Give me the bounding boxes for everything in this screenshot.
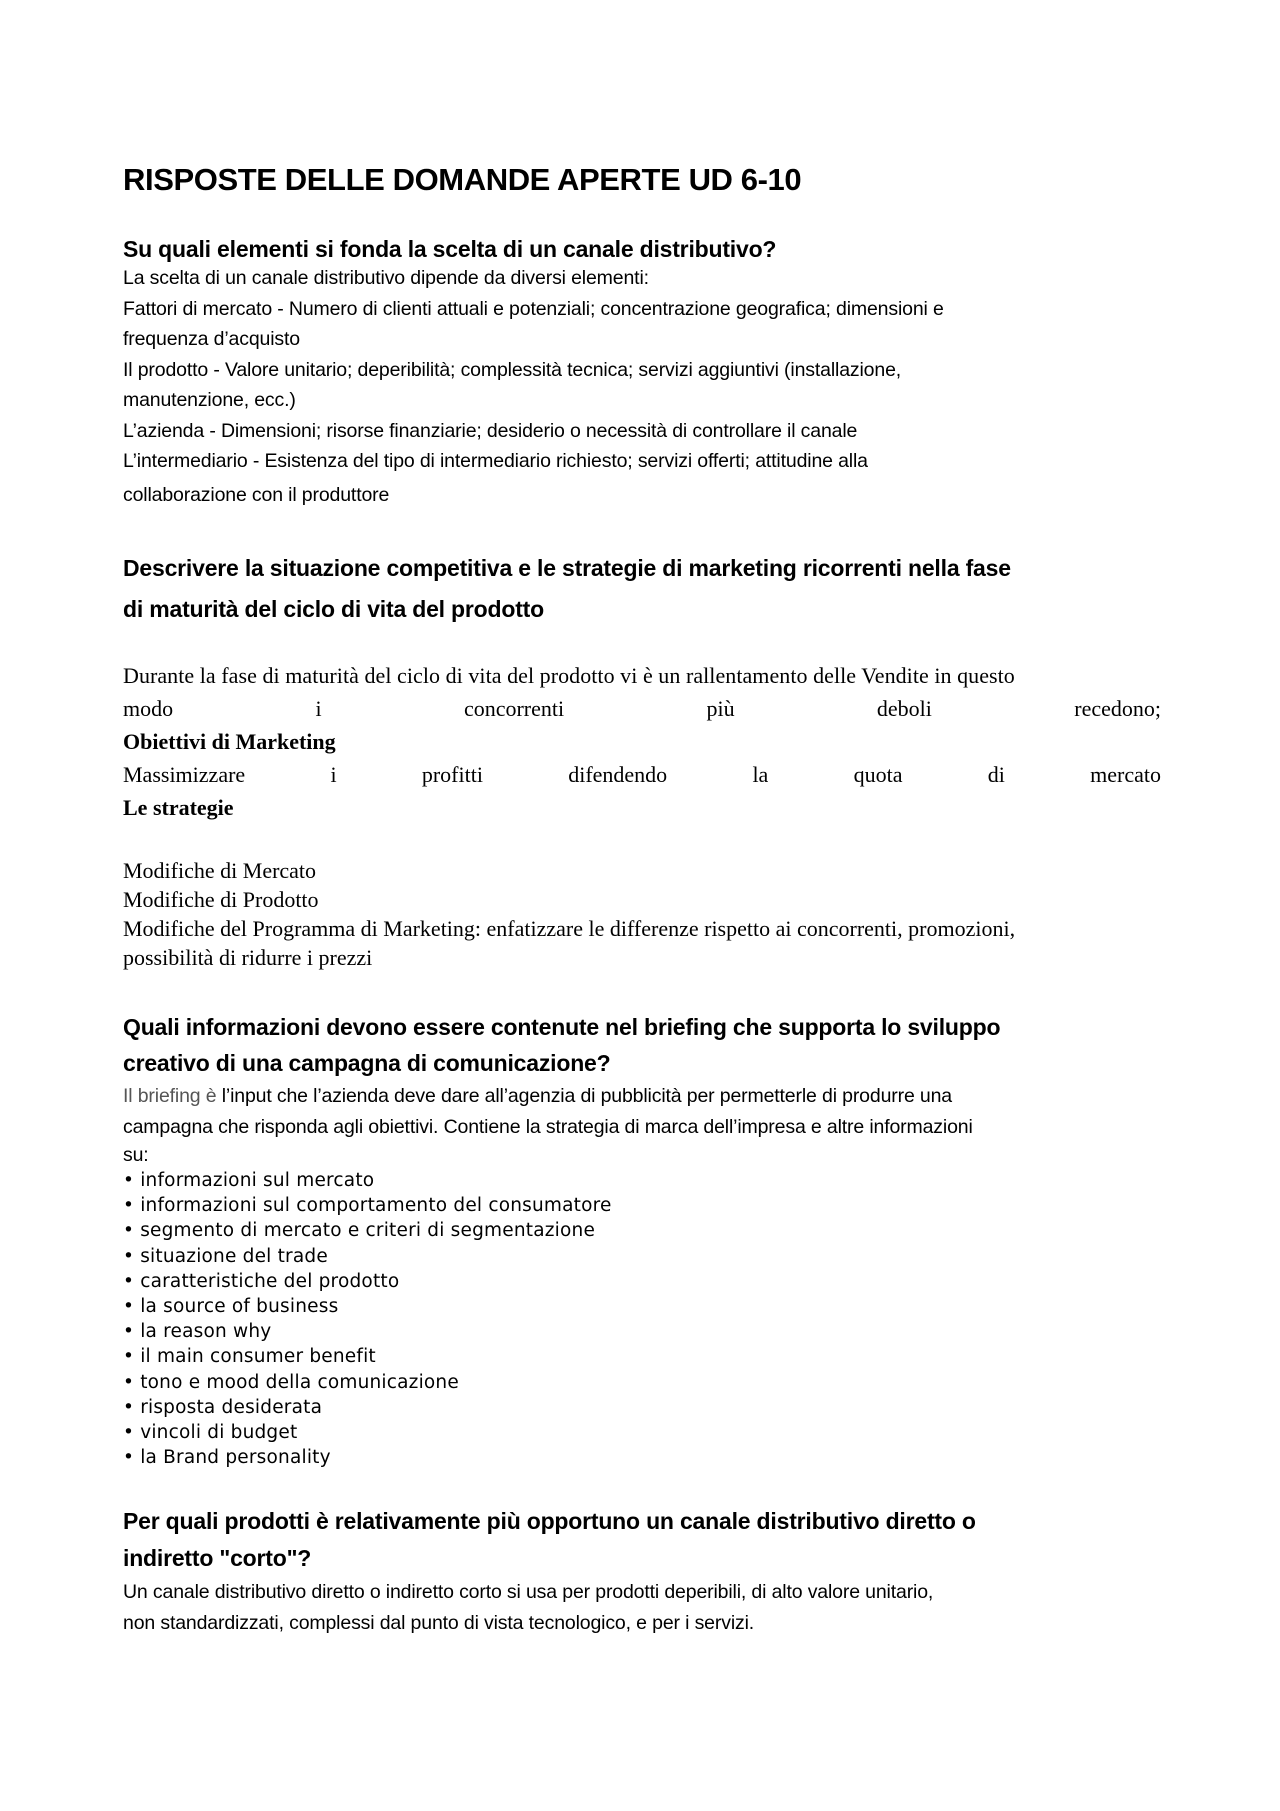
- list-item: • segmento di mercato e criteri di segmentazione: [123, 1220, 596, 1242]
- word: la: [752, 762, 769, 787]
- justified-line: [123, 758, 1161, 791]
- list-item: • la reason why: [123, 1321, 272, 1343]
- text-line: non standardizzati, complessi dal punto di vista tecnologico, e per i servizi.: [123, 1611, 755, 1634]
- section-heading-line: di maturità del ciclo di vita del prodotto: [123, 596, 544, 622]
- strategies-list: [123, 856, 1015, 972]
- word: deboli: [876, 696, 932, 721]
- text-line: L’azienda - Dimensioni; risorse finanziarie; desiderio o necessità di controllare il canale: [123, 419, 858, 442]
- text-line: [123, 659, 1161, 692]
- word: recedono;: [1074, 696, 1161, 721]
- obiettivi-label: Obiettivi di Marketing: [123, 729, 336, 754]
- section-canale-corto: [123, 1503, 976, 1638]
- word: difendendo: [568, 762, 668, 787]
- text-line: su:: [123, 1144, 149, 1166]
- strategy-item: Modifiche del Programma di Marketing: enfatizzare le differenze rispetto ai concorrenti, promozioni,: [123, 916, 1016, 941]
- list-item: • informazioni sul comportamento del consumatore: [123, 1195, 612, 1217]
- list-item: • tono e mood della comunicazione: [123, 1371, 459, 1393]
- strategy-item: possibilità di ridurre i prezzi: [123, 945, 373, 970]
- text-line: Fattori di mercato - Numero di clienti attuali e potenziali; concentrazione geografica; dimensioni e: [123, 297, 944, 320]
- strategy-item: Modifiche di Mercato: [123, 858, 317, 883]
- text-line: campagna che risponda agli obiettivi. Contiene la strategia di marca dell’impresa e altre informazioni: [123, 1115, 973, 1138]
- section-body: [123, 263, 944, 513]
- word: profitti: [421, 762, 483, 787]
- list-item: • vincoli di budget: [123, 1422, 298, 1444]
- word: quota: [853, 762, 903, 787]
- text-line: La scelta di un canale distributivo dipende da diversi elementi:: [123, 267, 649, 289]
- briefing-term: Il briefing è: [123, 1085, 222, 1107]
- justified-line: [123, 692, 1161, 725]
- section-maturita-body: [123, 659, 1161, 824]
- strategie-label: Le strategie: [123, 795, 234, 820]
- text-line: Il prodotto - Valore unitario; deperibilità; complessità tecnica; servizi aggiuntivi (installazione,: [123, 358, 902, 381]
- strategy-item: Modifiche di Prodotto: [123, 887, 319, 912]
- text-line: L’intermediario - Esistenza del tipo di intermediario richiesto; servizi offerti; attitudine alla: [123, 450, 868, 472]
- list-item: • risposta desiderata: [123, 1396, 323, 1418]
- text-line-content: Durante la fase di maturità del ciclo di vita del prodotto vi è un rallentamento delle Vendite in questo: [123, 663, 1015, 688]
- section-heading-line: creativo di una campagna di comunicazione?: [123, 1050, 611, 1076]
- section-body: [123, 1577, 976, 1638]
- text-line: manutenzione, ecc.): [123, 389, 296, 411]
- section-heading-line: Per quali prodotti è relativamente più opportuno un canale distributivo diretto o: [123, 1508, 976, 1534]
- section-body: [123, 1081, 1000, 1168]
- list-item: • caratteristiche del prodotto: [123, 1270, 400, 1292]
- word: di: [987, 762, 1005, 787]
- document-title: RISPOSTE DELLE DOMANDE APERTE UD 6-10: [123, 162, 802, 197]
- section-heading-line: indiretto "corto"?: [123, 1545, 312, 1571]
- word: concorrenti: [463, 696, 565, 721]
- briefing-bullet-list: [123, 1168, 1000, 1470]
- section-heading-line: Descrivere la situazione competitiva e le strategie di marketing ricorrenti nella fase: [123, 555, 1011, 581]
- word: più: [706, 696, 735, 721]
- list-item: • informazioni sul mercato: [123, 1170, 375, 1191]
- word: i: [330, 762, 337, 787]
- section-heading-line: Quali informazioni devono essere contenute nel briefing che supporta lo sviluppo: [123, 1014, 1001, 1040]
- section-briefing: [123, 1009, 1000, 1470]
- list-item: • situazione del trade: [123, 1245, 328, 1267]
- text-line: [123, 1081, 1000, 1112]
- word: mercato: [1090, 762, 1161, 787]
- section-canale-distributivo: [123, 232, 944, 513]
- text-line: Un canale distributivo diretto o indiretto corto si usa per prodotti deperibili, di alto valore unitario,: [123, 1581, 934, 1603]
- word: i: [315, 696, 322, 721]
- text-line: collaborazione con il produttore: [123, 483, 390, 506]
- word: Massimizzare: [123, 762, 246, 787]
- list-item: • la Brand personality: [123, 1447, 331, 1469]
- text-line-rest: l’input che l’azienda deve dare all’agenzia di pubblicità per permetterle di produrre una: [221, 1085, 952, 1107]
- word: modo: [123, 696, 174, 721]
- section-heading: Su quali elementi si fonda la scelta di un canale distributivo?: [123, 236, 777, 262]
- list-item: • la source of business: [123, 1296, 339, 1318]
- text-line: frequenza d’acquisto: [123, 328, 300, 350]
- section-maturita: [123, 548, 1011, 630]
- list-item: • il main consumer benefit: [123, 1346, 376, 1368]
